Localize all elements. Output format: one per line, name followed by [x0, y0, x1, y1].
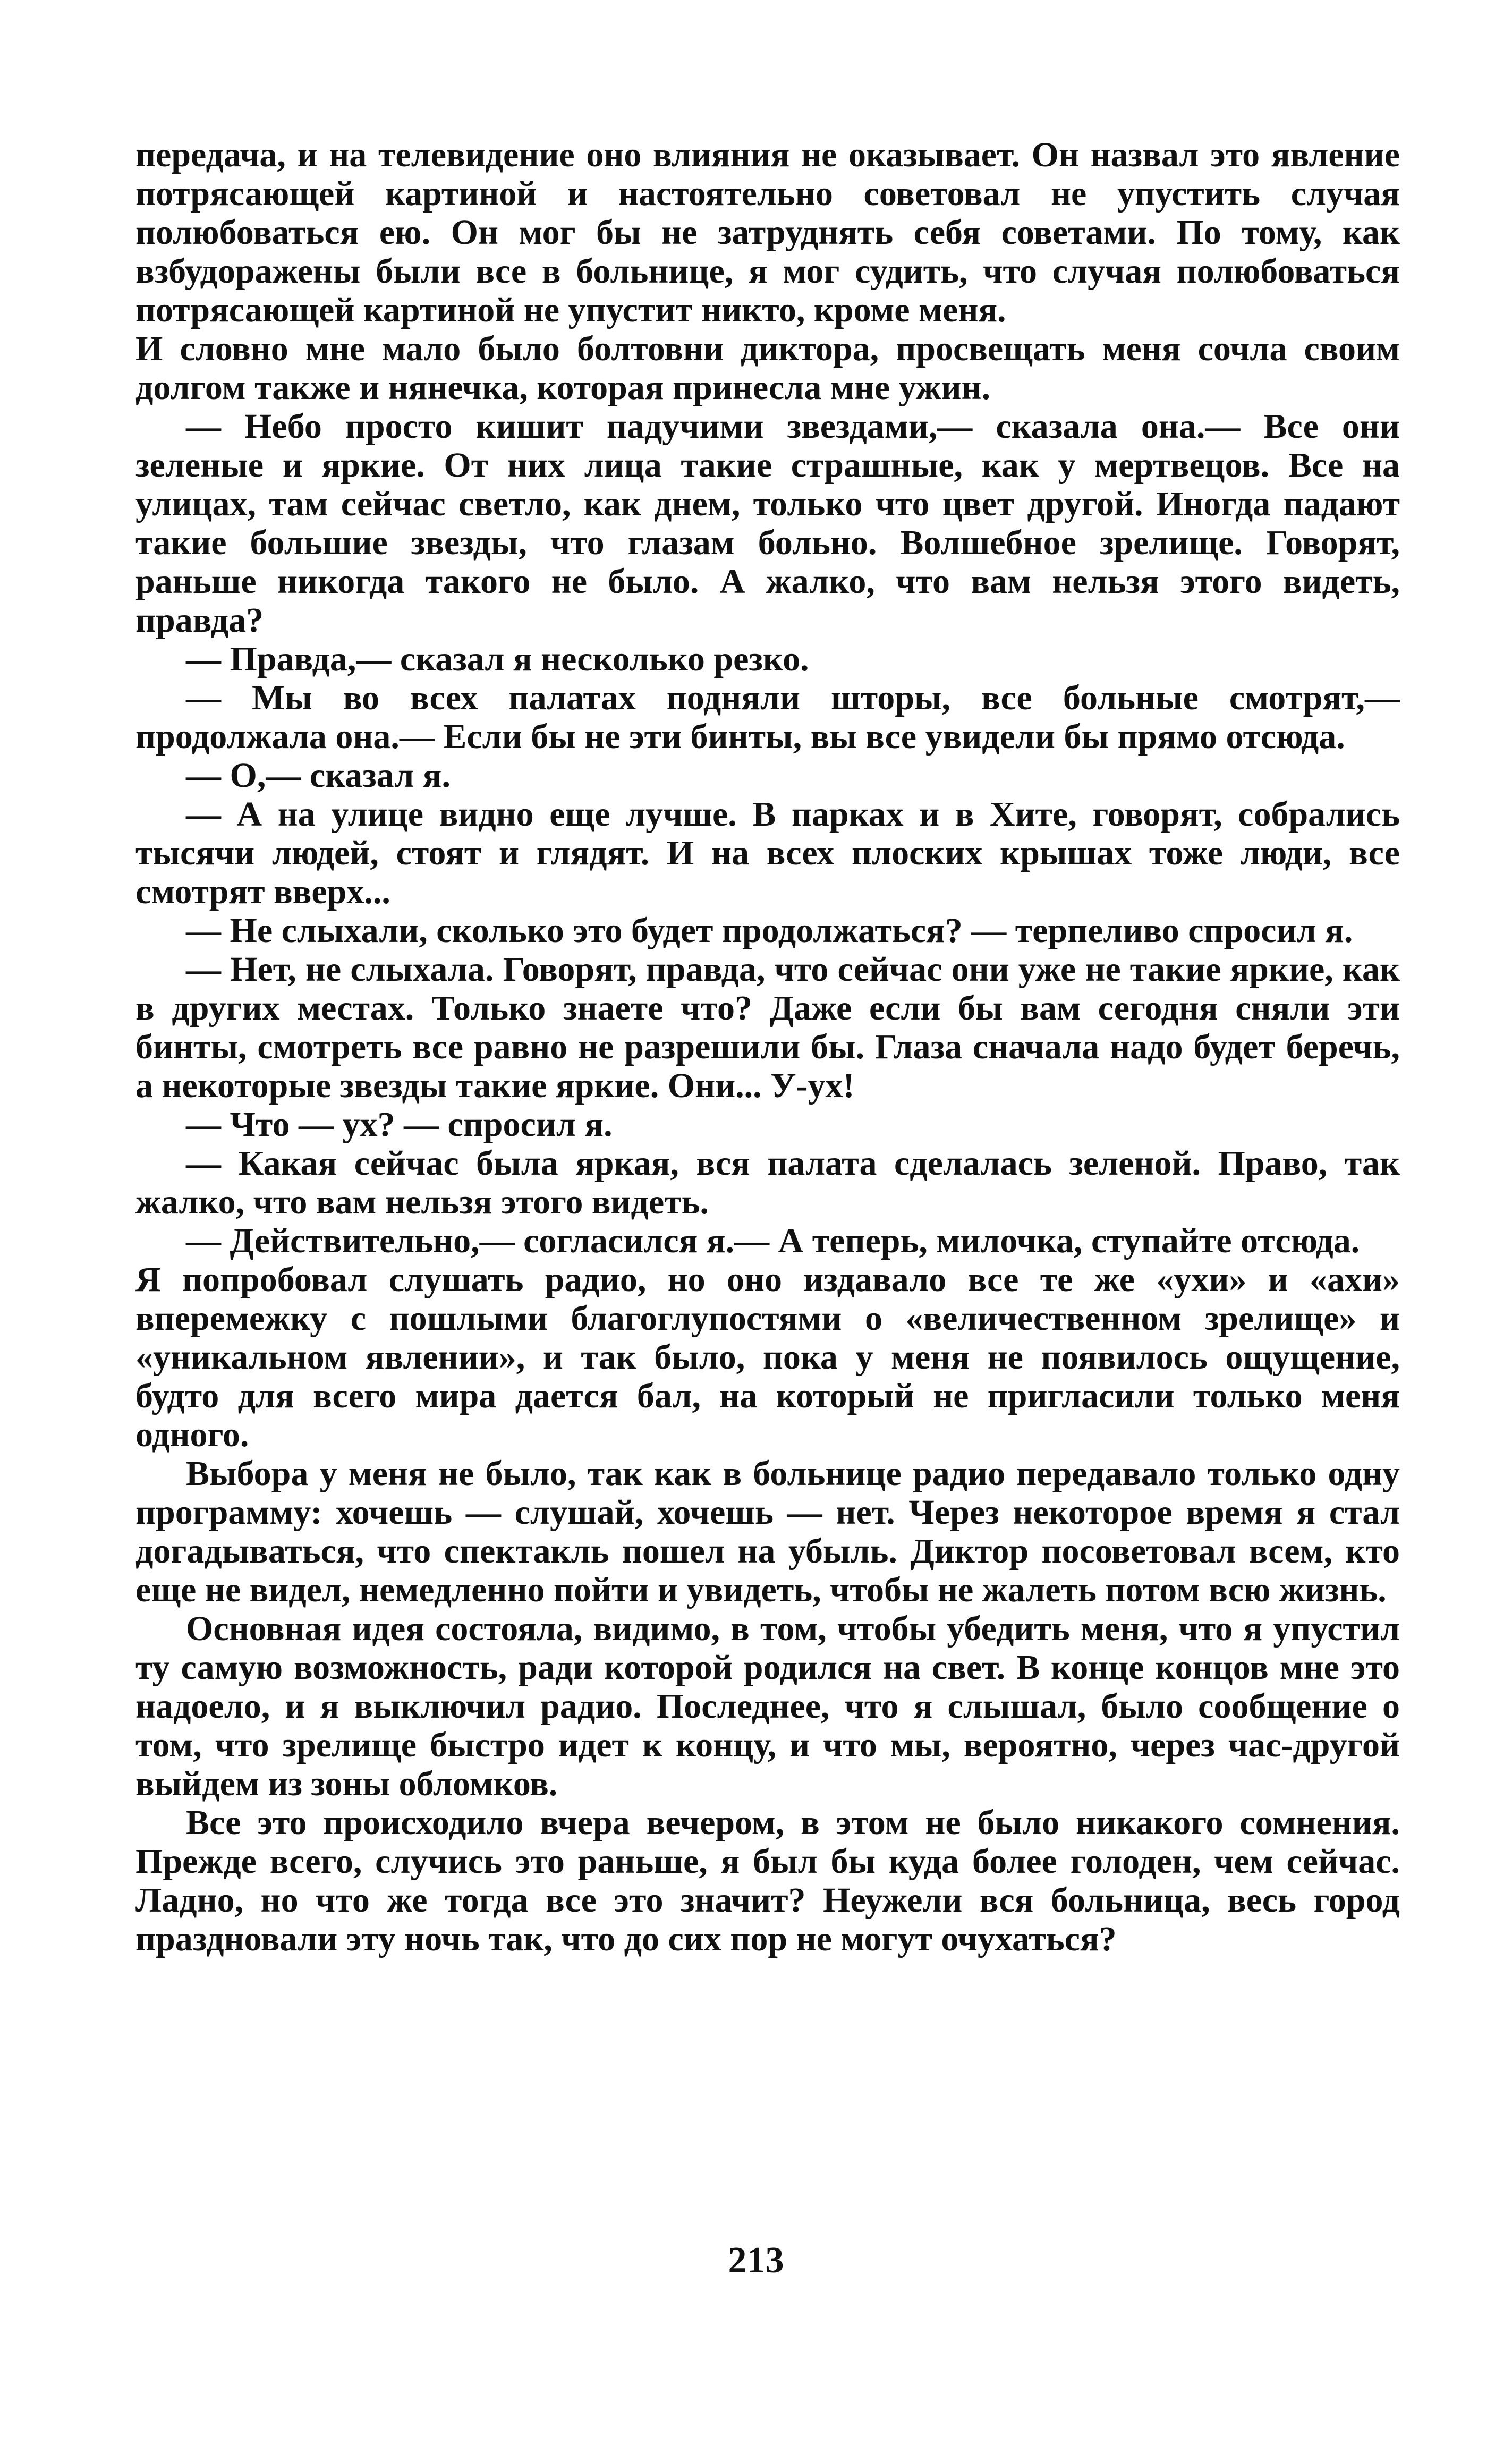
dialog-line: — Что — ух? — спросил я.: [186, 1105, 613, 1144]
page-number: 213: [728, 2240, 784, 2281]
dialog-line: — А на улице видно еще лучше. В парках и в Хите, говорят, собрались тысячи людей, стоят и глядят. И на всех плоских крышах тоже люди, все смотрят вверх...: [135, 795, 1400, 911]
dialog-line: — Действительно,— согласился я.— А теперь, милочка, ступайте отсюда.: [186, 1221, 1360, 1260]
dialog-line: — Небо просто кишит падучими звездами,— сказала она.— Все они зеленые и яркие. От них лица такие страшные, как у мертвецов. Все на улицах, там сейчас светло, как днем, только что цвет другой. Иногда падают такие большие звезды, что глазам больно. Волшебное зрелище. Говорят, раньше никогда такого не было. А жалко, что вам нельзя этого видеть, правда?: [135, 407, 1400, 640]
paragraph: Все это происходило вчера вечером, в этом не было никакого сомнения. Прежде всего, случись это раньше, я был бы куда более голоден, чем сейчас. Ладно, но что же тогда все это значит? Неужели вся больница, весь город праздновали эту ночь так, что до сих пор не могут очухаться?: [135, 1803, 1400, 1958]
paragraph: И словно мне мало было болтовни диктора, просвещать меня сочла своим долгом также и нянечка, которая принесла мне ужин.: [135, 329, 1400, 407]
dialog-line: — Правда,— сказал я несколько резко.: [186, 640, 809, 678]
paragraph: Я попробовал слушать радио, но оно издавало все те же «ухи» и «ахи» вперемежку с пошлыми благоглупостями о «величественном зрелище» и «уникальном явлении», и так было, пока у меня не появилось ощущение, будто для всего мира дается бал, на который не пригласили только меня одного.: [135, 1260, 1400, 1454]
dialog-line: — Мы во всех палатах подняли шторы, все больные смотрят,— продолжала она.— Если бы не эти бинты, вы все увидели бы прямо отсюда.: [135, 678, 1400, 756]
dialog-line: — Какая сейчас была яркая, вся палата сделалась зеленой. Право, так жалко, что вам нельзя этого видеть.: [135, 1144, 1400, 1221]
paragraph-continued: передача, и на телевидение оно влияния не оказывает. Он назвал это явление потрясающей картиной и настоятельно советовал не упустить случая полюбоваться ею. Он мог бы не затруднять себя советами. По тому, как взбудоражены были все в больнице, я мог судить, что случая полюбоваться потрясающей картиной не упустит никто, кроме меня.: [135, 135, 1400, 329]
dialog-line: — О,— сказал я.: [186, 756, 451, 795]
dialog-line: — Не слыхали, сколько это будет продолжаться? — терпеливо спросил я.: [186, 911, 1353, 950]
page-body: [135, 135, 1400, 1958]
paragraph: Основная идея состояла, видимо, в том, чтобы убедить меня, что я упустил ту самую возможность, ради которой родился на свет. В конце концов мне это надоело, и я выключил радио. Последнее, что я слышал, было сообщение о том, что зрелище быстро идет к концу, и что мы, вероятно, через час-другой выйдем из зоны обломков.: [135, 1609, 1400, 1803]
paragraph: Выбора у меня не было, так как в больнице радио передавало только одну программу: хочешь — слушай, хочешь — нет. Через некоторое время я стал догадываться, что спектакль пошел на убыль. Диктор посоветовал всем, кто еще не видел, немедленно пойти и увидеть, чтобы не жалеть потом всю жизнь.: [135, 1454, 1400, 1609]
dialog-line: — Нет, не слыхала. Говорят, правда, что сейчас они уже не такие яркие, как в других местах. Только знаете что? Даже если бы вам сегодня сняли эти бинты, смотреть все равно не разрешили бы. Глаза сначала надо будет беречь, а некоторые звезды такие яркие. Они... У-ух!: [135, 950, 1400, 1105]
